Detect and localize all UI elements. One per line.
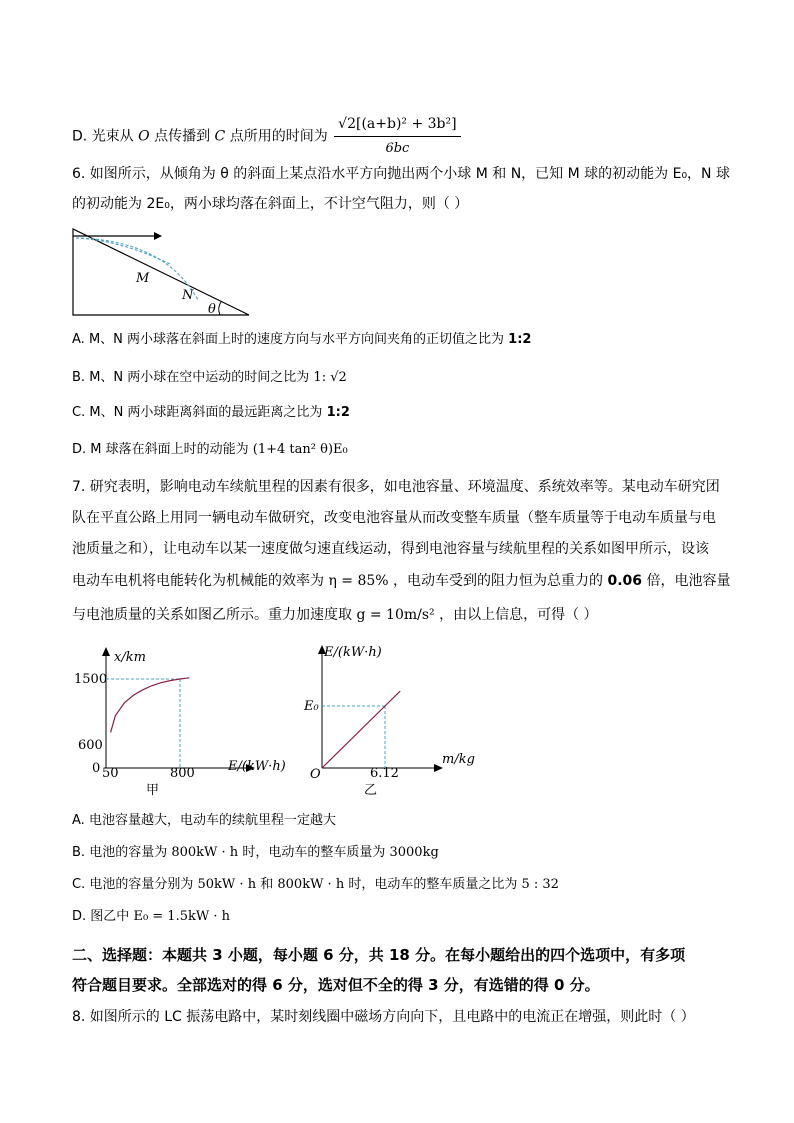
time-fraction: $\frac{\text{√2[(a+b)² + 3b²]}}{6bc}$ <box>334 114 460 159</box>
jia-tick-y1500: 1500 <box>74 672 108 687</box>
q7-stem-line1: 7. 研究表明，影响电动车续航里程的因素有很多，如电池容量、环境温度、系统效率等。某电动车研究团 <box>72 479 720 495</box>
yi-origin: O <box>310 767 321 782</box>
yi-caption: 乙 <box>364 783 378 798</box>
label-n: N <box>182 288 194 303</box>
q6-stem-line1: 6. 如图所示，从倾角为 θ 的斜面上某点沿水平方向抛出两个小球 M 和 N，已知 M 球的初动能为 E₀，N 球 <box>72 166 730 182</box>
jia-tick-x800: 800 <box>170 766 195 781</box>
jia-tick-x50: 50 <box>102 766 119 781</box>
q7-stem-line2: 队在平直公路上用同一辆电动车做研究，改变电池容量从而改变整车质量（整车质量等于电动车质量与电 <box>72 510 716 526</box>
q7-stem-line4: 电动车电机将电能转化为机械能的效率为 η = 85% ，电动车受到的阻力恒为总重力的 0.06 倍，电池容量 <box>72 573 731 589</box>
yi-tick-m: 6.12 <box>370 766 399 781</box>
yi-series-line <box>322 691 400 768</box>
jia-tick-y600: 600 <box>78 738 103 753</box>
q8-stem-line1: 8. 如图所示的 LC 振荡电路中，某时刻线圈中磁场方向向下，且电路中的电流正在增强，则此时（ ） <box>72 1009 695 1025</box>
section2-heading-line2: 符合题目要求。全部选对的得 6 分，选对但不全的得 3 分，有选错的得 0 分。 <box>72 976 600 994</box>
yi-xlabel: m/kg <box>442 752 475 767</box>
q5-option-d: D. 光束从 O 点传播到 C 点所用的时间为 $\frac{\text{√2[(a+b)² + 3b²]}}{6bc}$ <box>72 114 461 159</box>
q7-option-a: A. 电池容量越大，电动车的续航里程一定越大 <box>72 813 336 828</box>
label-theta: θ <box>208 302 216 317</box>
yi-ylabel: E/(kW·h) <box>324 645 382 660</box>
q6-option-c: C. M、N 两小球距离斜面的最远距离之比为 1:2 <box>72 405 350 420</box>
q6-option-a: A. M、N 两小球落在斜面上时的速度方向与水平方向间夹角的正切值之比为 1:2 <box>72 332 532 347</box>
label-m: M <box>136 271 150 286</box>
jia-series-line <box>111 678 190 733</box>
q7-option-d: D. 图乙中 E₀ = 1.5kW · h <box>72 909 230 924</box>
jia-xlabel: E/(kW·h) <box>228 759 286 774</box>
q7-option-b: B. 电池的容量为 800kW · h 时，电动车的整车质量为 3000kg <box>72 845 439 860</box>
q6-option-d: D. M 球落在斜面上时的动能为 (1+4 tan² θ)E₀ <box>72 442 348 457</box>
q7-option-c: C. 电池的容量分别为 50kW · h 和 800kW · h 时，电动车的整车质量之比为 5 : 32 <box>72 877 559 892</box>
q7-stem-line5: 与电池质量的关系如图乙所示。重力加速度取 g = 10m/s² ，由以上信息，可得（ ） <box>72 607 598 623</box>
section2-heading-line1: 二、选择题：本题共 3 小题，每小题 6 分，共 18 分。在每小题给出的四个选项中，有多项 <box>72 946 686 964</box>
yi-tick-e0: E₀ <box>304 699 319 714</box>
jia-caption: 甲 <box>146 783 160 798</box>
q6-option-b: B. M、N 两小球在空中运动的时间之比为 1: √2 <box>72 370 347 385</box>
jia-ylabel: x/km <box>114 650 146 665</box>
incline-figure <box>70 226 252 318</box>
jia-tick-origin: 0 <box>92 761 101 776</box>
chart-jia <box>70 644 300 800</box>
chart-yi <box>300 640 490 800</box>
q7-stem-line3: 池质量之和），让电动车以某一速度做匀速直线运动，得到电池容量与续航里程的关系如图甲所示，设该 <box>72 541 709 557</box>
q6-stem-line2: 的初动能为 2E₀，两小球均落在斜面上，不计空气阻力，则（ ） <box>72 196 469 212</box>
